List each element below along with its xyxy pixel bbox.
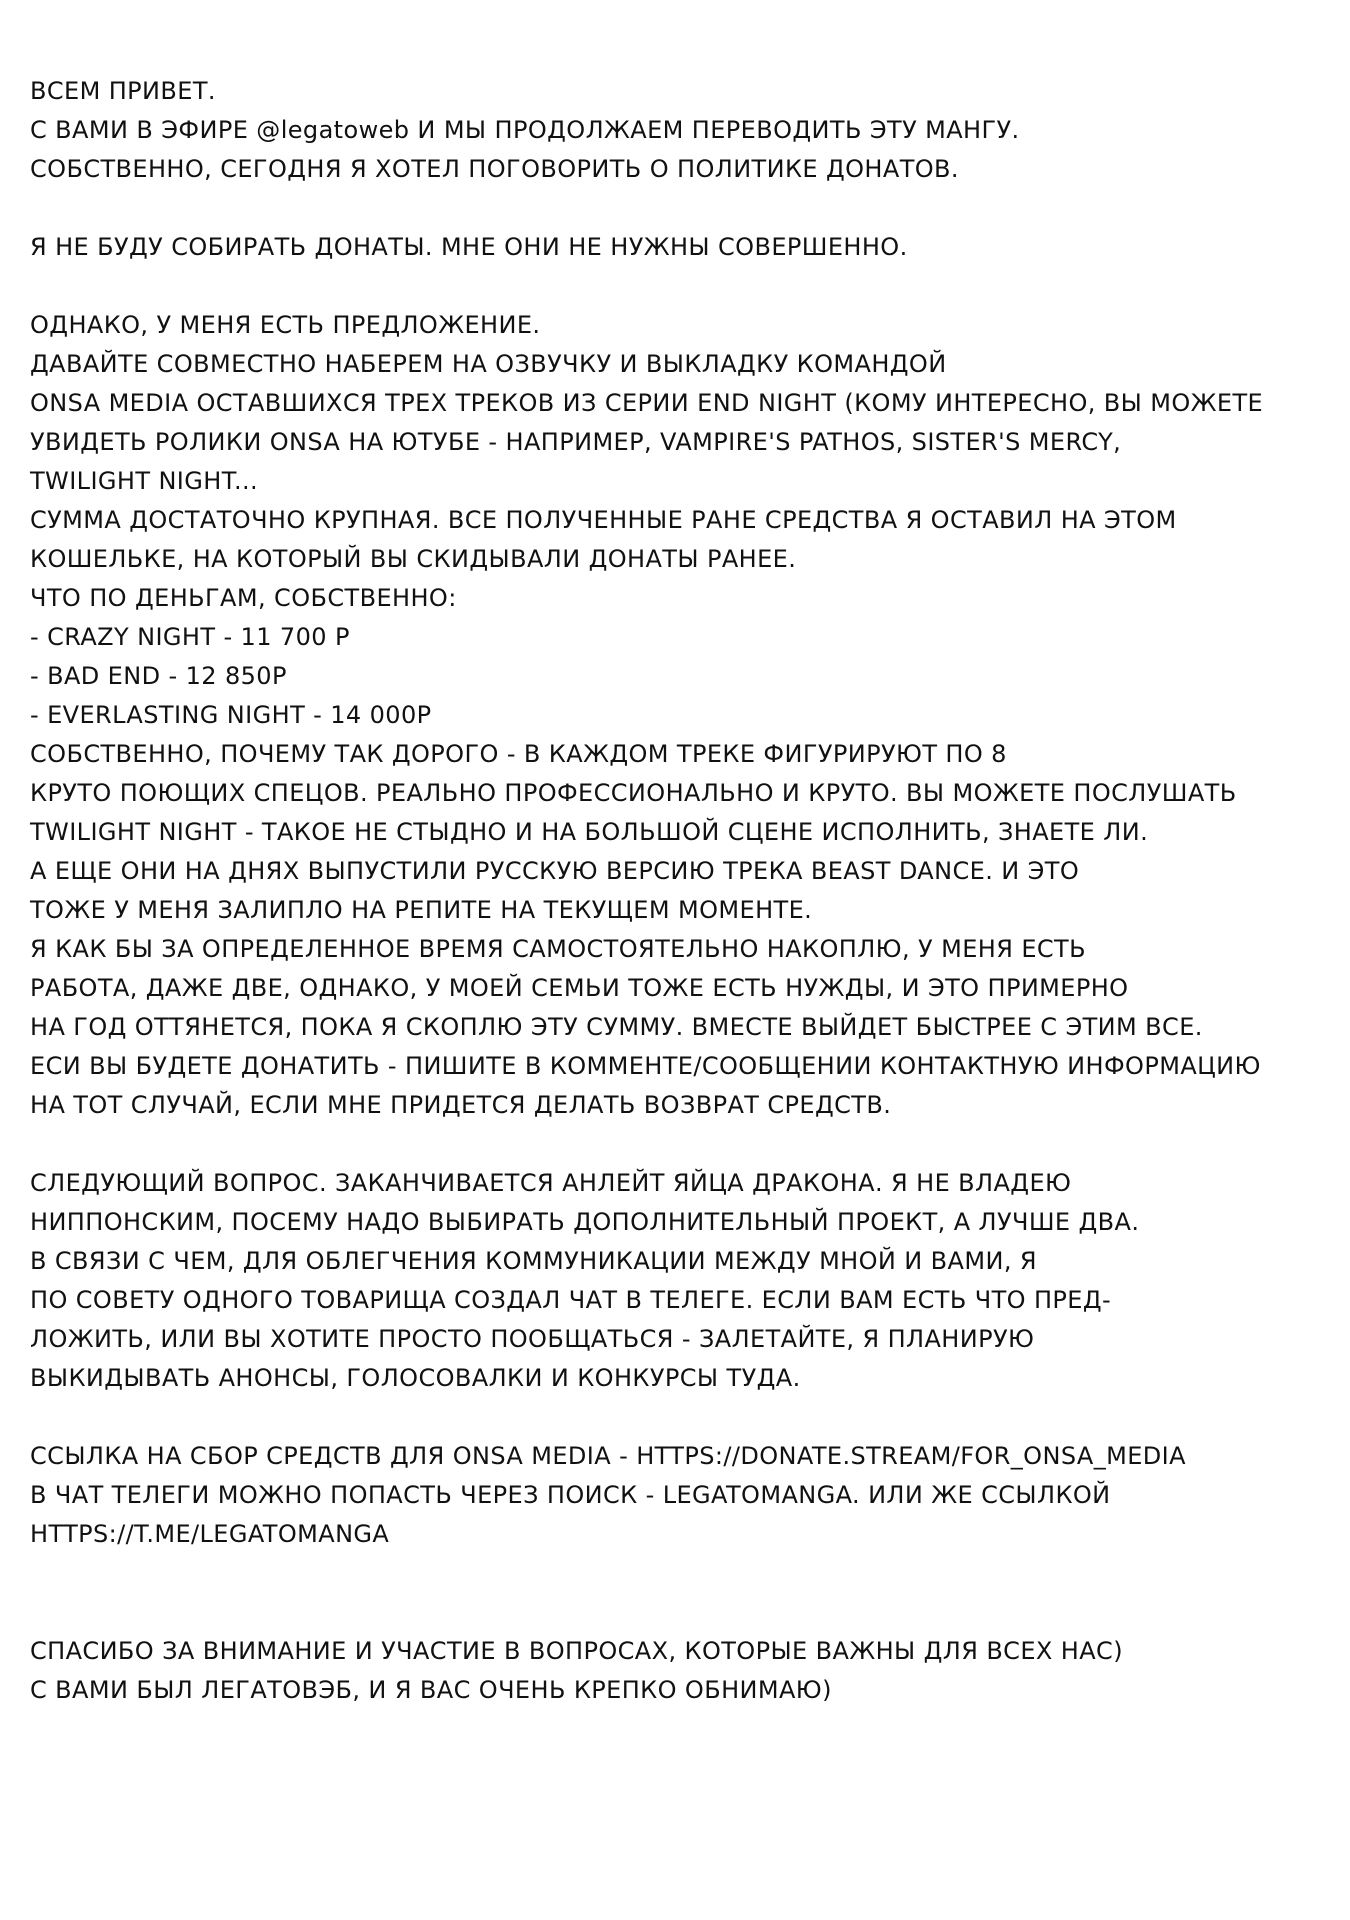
next-question-line: НИППОНСКИМ, ПОСЕМУ НАДО ВЫБИРАТЬ ДОПОЛНИТЕЛЬНЫЙ ПРОЕКТ, А ЛУЧШЕ ДВА. bbox=[30, 1208, 1140, 1236]
proposal-line: КРУТО ПОЮЩИХ СПЕЦОВ. РЕАЛЬНО ПРОФЕССИОНАЛЬНО И КРУТО. ВЫ МОЖЕТЕ ПОСЛУШАТЬ bbox=[30, 779, 1237, 807]
greeting-text: С ВАМИ В ЭФИРЕ bbox=[30, 116, 257, 144]
telegram-link-line: HTTPS://T.ME/LEGATOMANGA bbox=[30, 1520, 390, 1548]
price-item: - BAD END - 12 850Р bbox=[30, 662, 287, 690]
greeting-text: И МЫ ПРОДОЛЖАЕМ ПЕРЕВОДИТЬ ЭТУ МАНГУ. bbox=[409, 116, 1020, 144]
proposal-line: ОДНАКО, У МЕНЯ ЕСТЬ ПРЕДЛОЖЕНИЕ. bbox=[30, 311, 541, 339]
next-question-line: ЛОЖИТЬ, ИЛИ ВЫ ХОТИТЕ ПРОСТО ПООБЩАТЬСЯ - ЗАЛЕТАЙТЕ, Я ПЛАНИРУЮ bbox=[30, 1325, 1035, 1353]
proposal-line: НА ГОД ОТТЯНЕТСЯ, ПОКА Я СКОПЛЮ ЭТУ СУММУ. ВМЕСТЕ ВЫЙДЕТ БЫСТРЕЕ С ЭТИМ ВСЕ. bbox=[30, 1013, 1203, 1041]
closing-line: С ВАМИ БЫЛ ЛЕГАТОВЭБ, И Я ВАС ОЧЕНЬ КРЕПКО ОБНИМАЮ) bbox=[30, 1676, 832, 1704]
greeting-line: СОБСТВЕННО, СЕГОДНЯ Я ХОТЕЛ ПОГОВОРИТЬ О ПОЛИТИКЕ ДОНАТОВ. bbox=[30, 155, 959, 183]
next-question-line: ВЫКИДЫВАТЬ АНОНСЫ, ГОЛОСОВАЛКИ И КОНКУРСЫ ТУДА. bbox=[30, 1364, 801, 1392]
proposal-line: НА ТОТ СЛУЧАЙ, ЕСЛИ МНЕ ПРИДЕТСЯ ДЕЛАТЬ ВОЗВРАТ СРЕДСТВ. bbox=[30, 1091, 892, 1119]
price-item: - EVERLASTING NIGHT - 14 000Р bbox=[30, 701, 432, 729]
proposal-line: СОБСТВЕННО, ПОЧЕМУ ТАК ДОРОГО - В КАЖДОМ ТРЕКЕ ФИГУРИРУЮТ ПО 8 bbox=[30, 740, 1007, 768]
no-donations-line: Я НЕ БУДУ СОБИРАТЬ ДОНАТЫ. МНЕ ОНИ НЕ НУЖНЫ СОВЕРШЕННО. bbox=[30, 233, 908, 261]
next-question-line: ПО СОВЕТУ ОДНОГО ТОВАРИЩА СОЗДАЛ ЧАТ В ТЕЛЕГЕ. ЕСЛИ ВАМ ЕСТЬ ЧТО ПРЕД- bbox=[30, 1286, 1112, 1314]
author-handle: @legatoweb bbox=[256, 116, 410, 144]
closing-line: СПАСИБО ЗА ВНИМАНИЕ И УЧАСТИЕ В ВОПРОСАХ, КОТОРЫЕ ВАЖНЫ ДЛЯ ВСЕХ НАС) bbox=[30, 1637, 1123, 1665]
links-paragraph bbox=[30, 1437, 1330, 1554]
proposal-line: СУММА ДОСТАТОЧНО КРУПНАЯ. ВСЕ ПОЛУЧЕННЫЕ РАНЕ СРЕДСТВА Я ОСТАВИЛ НА ЭТОМ bbox=[30, 506, 1177, 534]
greeting-line: ВСЕМ ПРИВЕТ. bbox=[30, 77, 216, 105]
proposal-line: Я КАК БЫ ЗА ОПРЕДЕЛЕННОЕ ВРЕМЯ САМОСТОЯТЕЛЬНО НАКОПЛЮ, У МЕНЯ ЕСТЬ bbox=[30, 935, 1086, 963]
price-item: - CRAZY NIGHT - 11 700 Р bbox=[30, 623, 350, 651]
proposal-paragraph bbox=[30, 306, 1330, 1125]
proposal-line: КОШЕЛЬКЕ, НА КОТОРЫЙ ВЫ СКИДЫВАЛИ ДОНАТЫ РАНЕЕ. bbox=[30, 545, 797, 573]
proposal-line: TWILIGHT NIGHT - ТАКОЕ НЕ СТЫДНО И НА БОЛЬШОЙ СЦЕНЕ ИСПОЛНИТЬ, ЗНАЕТЕ ЛИ. bbox=[30, 818, 1149, 846]
next-question-line: В СВЯЗИ С ЧЕМ, ДЛЯ ОБЛЕГЧЕНИЯ КОММУНИКАЦИИ МЕЖДУ МНОЙ И ВАМИ, Я bbox=[30, 1247, 1037, 1275]
proposal-line: ДАВАЙТЕ СОВМЕСТНО НАБЕРЕМ НА ОЗВУЧКУ И ВЫКЛАДКУ КОМАНДОЙ bbox=[30, 350, 947, 378]
letter-text bbox=[30, 72, 1330, 1710]
proposal-line: ТОЖЕ У МЕНЯ ЗАЛИПЛО НА РЕПИТЕ НА ТЕКУЩЕМ МОМЕНТЕ. bbox=[30, 896, 813, 924]
next-question-paragraph bbox=[30, 1164, 1330, 1398]
proposal-line: А ЕЩЕ ОНИ НА ДНЯХ ВЫПУСТИЛИ РУССКУЮ ВЕРСИЮ ТРЕКА BEAST DANCE. И ЭТО bbox=[30, 857, 1080, 885]
greeting-line bbox=[30, 111, 1330, 150]
closing-paragraph bbox=[30, 1632, 1330, 1710]
proposal-line: ONSA MEDIA ОСТАВШИХСЯ ТРЕХ ТРЕКОВ ИЗ СЕРИИ END NIGHT (КОМУ ИНТЕРЕСНО, ВЫ МОЖЕТЕ bbox=[30, 389, 1264, 417]
proposal-line: TWILIGHT NIGHT... bbox=[30, 467, 259, 495]
next-question-line: СЛЕДУЮЩИЙ ВОПРОС. ЗАКАНЧИВАЕТСЯ АНЛЕЙТ ЯЙЦА ДРАКОНА. Я НЕ ВЛАДЕЮ bbox=[30, 1169, 1072, 1197]
proposal-line: УВИДЕТЬ РОЛИКИ ONSA НА ЮТУБЕ - НАПРИМЕР, VAMPIRE'S PATHOS, SISTER'S MERCY, bbox=[30, 428, 1122, 456]
donation-link-line: ССЫЛКА НА СБОР СРЕДСТВ ДЛЯ ONSA MEDIA - HTTPS://DONATE.STREAM/FOR_ONSA_MEDIA bbox=[30, 1442, 1186, 1470]
telegram-search-line: В ЧАТ ТЕЛЕГИ МОЖНО ПОПАСТЬ ЧЕРЕЗ ПОИСК - LEGATOMANGA. ИЛИ ЖЕ ССЫЛКОЙ bbox=[30, 1481, 1111, 1509]
proposal-line: ЧТО ПО ДЕНЬГАМ, СОБСТВЕННО: bbox=[30, 584, 457, 612]
proposal-line: РАБОТА, ДАЖЕ ДВЕ, ОДНАКО, У МОЕЙ СЕМЬИ ТОЖЕ ЕСТЬ НУЖДЫ, И ЭТО ПРИМЕРНО bbox=[30, 974, 1129, 1002]
proposal-line: ЕСИ ВЫ БУДЕТЕ ДОНАТИТЬ - ПИШИТЕ В КОММЕНТЕ/СООБЩЕНИИ КОНТАКТНУЮ ИНФОРМАЦИЮ bbox=[30, 1052, 1261, 1080]
